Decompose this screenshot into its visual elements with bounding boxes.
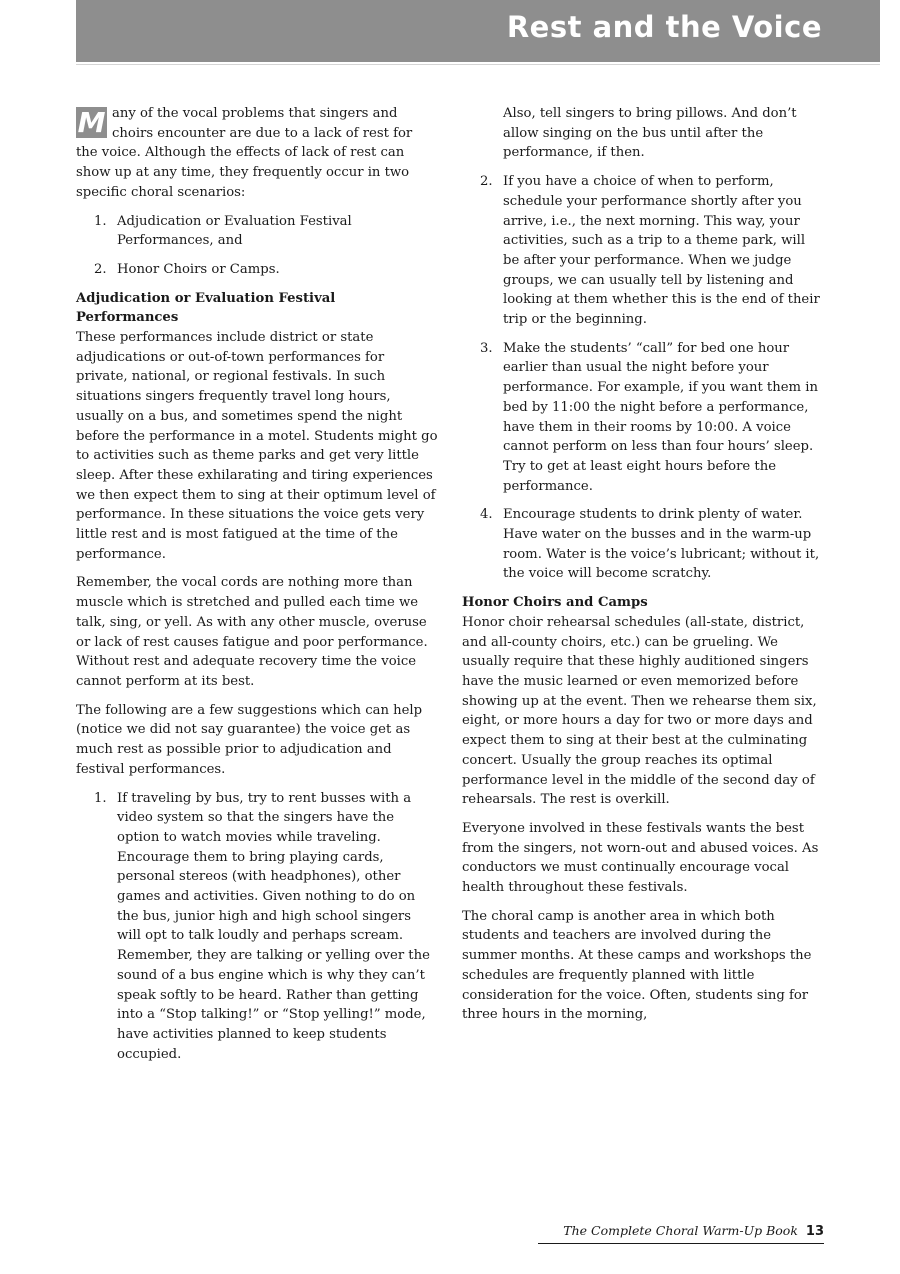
footer-divider (538, 1243, 824, 1244)
page-footer (530, 1223, 824, 1239)
suggestion-list (76, 789, 438, 1065)
intro-paragraph (76, 104, 438, 203)
list-item (76, 260, 438, 280)
body-paragraph: These performances include district or state adjudications or out-of-town performances for private, national, or regional festivals. In such situations singers frequently travel long hours, usually on a bus, and sometimes spend the night before the performance in a motel. Students might go to activities such as theme parks and get very little sleep. After these exhilarating and tiring experiences we then expect them to sing at their optimum level of performance. In these situations the voice gets very little rest and is most fatigued at the time of the performance. (76, 330, 438, 562)
body-paragraph: Remember, the vocal cords are nothing more than muscle which is stretched and pulled each time we talk, sing, or yell. As with any other muscle, overuse or lack of rest causes fatigue and poor performance. Without rest and adequate recovery time the voice cannot perform at its best. (76, 575, 428, 689)
section-heading-honor-choirs: Honor Choirs and Camps (462, 595, 648, 611)
list-text: Make the students’ “call” for bed one hour earlier than usual the night before your performance. For example, if you want them in bed by 11:00 the night before a performance, have them in their rooms by 10:00. A voice cannot perform on less than four hours’ sleep. Try to get at least eight hours before the performance. (503, 340, 818, 494)
list-text: If you have a choice of when to perform, schedule your performance shortly after you arrive, i.e., the next morning. This way, your activities, such as a trip to a theme park, will be after your performance. When we judge groups, we can usually tell by listening and looking at them whether this is the end of their trip or the beginning. (503, 174, 820, 328)
list-item (462, 104, 824, 163)
list-item (76, 212, 438, 251)
list-item (462, 505, 824, 584)
list-text: Honor Choirs or Camps. (117, 261, 280, 277)
page-number: 13 (805, 1224, 824, 1239)
list-item (76, 789, 438, 1065)
list-number: 3. (480, 340, 493, 356)
list-number: 2. (94, 261, 107, 277)
list-item (462, 339, 824, 497)
body-paragraph: Honor choir rehearsal schedules (all-state, district, and all-county choirs, etc.) can be grueling. We usually require that these highly auditioned singers have the music learned or even memorized before showing up at the event. Then we rehearse them six, eight, or more hours a day for two or more days and expect them to sing at their best at the culminating concert. Usually the group reaches its optimal performance level in the middle of the second day of rehearsals. The rest is overkill. (462, 614, 817, 808)
list-text: Adjudication or Evaluation Festival Performances, and (117, 213, 352, 249)
header-bar (76, 0, 880, 62)
body-paragraph: The following are a few suggestions which can help (notice we did not say guarantee) the voice get as much rest as possible prior to adjudication and festival performances. (76, 702, 423, 777)
suggestion-list-continued (462, 104, 824, 584)
list-number: 1. (94, 790, 107, 806)
list-text: Also, tell singers to bring pillows. And don’t allow singing on the bus until after the performance, if then. (503, 106, 797, 161)
book-title: The Complete Choral Warm-Up Book (563, 1223, 798, 1238)
list-number: 4. (480, 507, 493, 523)
scenario-list (76, 212, 438, 280)
body-paragraph: Everyone involved in these festivals wants the best from the singers, not worn-out and abused voices. As conductors we must continually encourage vocal health throughout these festivals. (462, 820, 819, 896)
list-text: If traveling by bus, try to rent busses with a video system so that the singers have the option to watch movies while traveling. Encourage them to bring playing cards, personal stereos (with headphones), other games and activities. Given nothing to do on the bus, junior high and high school singers will opt to talk loudly and perhaps scream. Remember, they are talking or yelling over the sound of a bus engine which is why they can’t speak softly to be heard. Rather than getting into a “Stop talking!” or “Stop yelling!” mode, have activities planned to keep students occupied. (117, 790, 430, 1062)
list-number: 1. (94, 213, 107, 229)
list-number: 2. (480, 174, 493, 190)
list-text: Encourage students to drink plenty of water. Have water on the busses and in the warm-up room. Water is the voice’s lubricant; without it, the voice will become scratchy. (503, 507, 820, 582)
page-title: Rest and the Voice (506, 10, 822, 44)
intro-text: any of the vocal problems that singers and choirs encounter are due to a lack of rest for the voice. Although the effects of lack of rest can show up at any time, they frequently occur in two specific choral scenarios: (76, 106, 413, 200)
body-paragraph: The choral camp is another area in which both students and teachers are involved during the summer months. At these camps and workshops the schedules are frequently planned with little consideration for the voice. Often, students sing for three hours in the morning, (462, 908, 812, 1023)
section-heading-adjudication: Adjudication or Evaluation Festival Performances (76, 290, 336, 326)
list-item (462, 172, 824, 330)
dropcap: M (77, 106, 106, 139)
left-column (76, 104, 438, 1073)
header-divider (76, 64, 880, 65)
right-column (462, 104, 824, 1034)
